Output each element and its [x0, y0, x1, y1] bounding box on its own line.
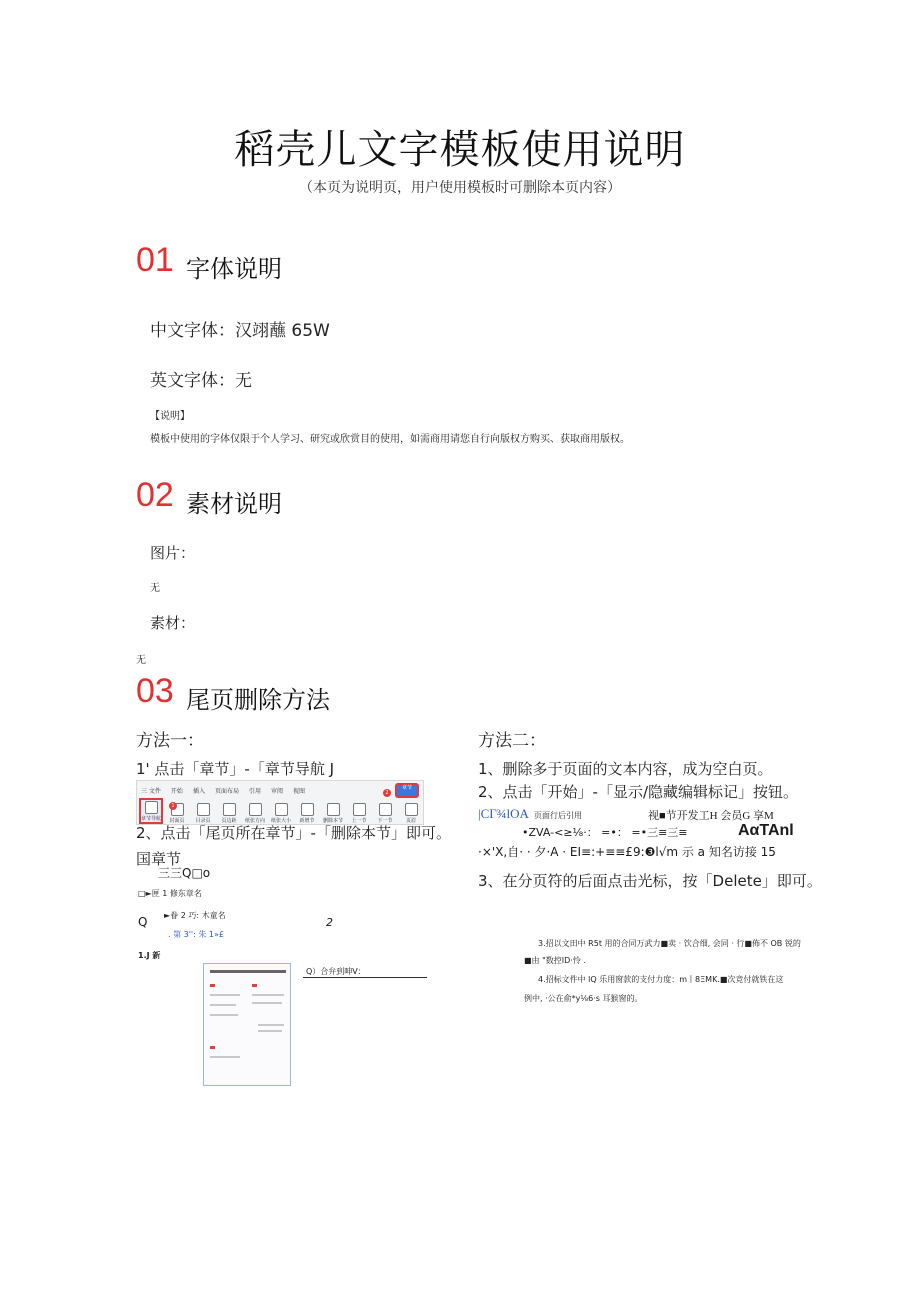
- thumb-line: [210, 994, 240, 996]
- method1-garble5: Q: [138, 915, 148, 929]
- method1-step1: 1' 点击「章节」-「章节导航 J: [136, 760, 335, 778]
- toolbar-button-label: 上一节: [351, 818, 367, 824]
- thumb-accent: [210, 984, 215, 987]
- toolbar-button: [269, 798, 293, 824]
- orientation-icon: [249, 803, 262, 816]
- method1-garble7: 1.J 新: [138, 951, 161, 960]
- thumb-title-line: [210, 970, 286, 973]
- toolbar-button: [295, 798, 319, 824]
- toolbar-button-label: 页边距: [221, 818, 237, 824]
- toolbar-button-label: 下一节: [377, 818, 393, 824]
- wps-toolbar-screenshot: [136, 780, 424, 825]
- toolbar-button: [217, 798, 241, 824]
- thumb-accent: [210, 1046, 215, 1049]
- toolbar-tab: 开始: [170, 787, 183, 795]
- method2-garble5: ·×'X,自· · 夕·A · EI≡:+≡≡£9:❸l√m 示 a 知名访接 15: [478, 845, 776, 859]
- method2-step2: 2、点击「开始」-「显示/隐藏编辑标记」按钮。: [478, 783, 799, 801]
- page-title: 稻壳儿文字模板使用说明: [234, 127, 686, 173]
- toolbar-tab: 三 文件: [141, 787, 161, 795]
- method2-garble1b: 页面行后引用: [534, 811, 582, 820]
- section-title-materials: 素材说明: [186, 490, 282, 518]
- assets-value: 无: [136, 655, 146, 666]
- pictures-label: 图片：: [150, 544, 196, 562]
- new-section-icon: [301, 803, 314, 816]
- thumb-line: [210, 1056, 240, 1058]
- toolbar-tab: 引用: [248, 787, 261, 795]
- method2-step1: 1、删除多于页面的文本内容，成为空白页。: [478, 760, 773, 778]
- thumb-line: [252, 994, 284, 996]
- section-title-delete-last-page: 尾页删除方法: [186, 686, 330, 714]
- toolbar-button: [165, 798, 189, 824]
- toolbar-button-label: 新增节: [299, 818, 315, 824]
- method1-heading: 方法一：: [136, 731, 204, 751]
- toolbar-button: [347, 798, 371, 824]
- thumb-line: [210, 1004, 236, 1006]
- chinese-font-line: 中文字体：汉翊蘸 65W: [150, 321, 330, 341]
- toolbar-button-label: 纸张大小: [270, 818, 291, 824]
- section-number-01: 01: [136, 241, 174, 279]
- toolbar-button-label: 删除本节: [322, 818, 343, 824]
- toolbar-tab: 审阅: [270, 787, 283, 795]
- method1-garble4: . 第 3'': 朱 1»£: [168, 930, 224, 939]
- toolbar-button-label: 封面页: [169, 818, 185, 824]
- toolbar-button-label: 纸张方向: [244, 818, 265, 824]
- toolbar-button: [191, 798, 215, 824]
- toolbar-button: [321, 798, 345, 824]
- method2-garble2: 视■节开发工H 会员G 享M: [648, 810, 774, 822]
- method2-para1a: 3.招以文田中 R5t 用的合同万武力■卖 · 饮合细, 会同 · 行■佈不 OB 锐的: [538, 939, 801, 948]
- method2-garble4: AαTAnl: [738, 822, 794, 839]
- method1-garble2: □►匣 1 修东章名: [138, 889, 202, 898]
- paper-size-icon: [275, 803, 288, 816]
- toolbar-button-label: 目录页: [195, 818, 211, 824]
- section-number-03: 03: [136, 672, 174, 710]
- toolbar-button: [243, 798, 267, 824]
- toolbar-button-label: 章节导航: [141, 816, 162, 822]
- method1-garble6: 2: [326, 916, 333, 929]
- prev-section-icon: [353, 803, 366, 816]
- thumb-line: [210, 1014, 238, 1016]
- english-font-line: 英文字体：无: [150, 371, 252, 391]
- note-text: 模板中使用的字体仅限于个人学习、研究或欣赏目的使用，如需商用请您自行向版权方购买、获取商用版权。: [150, 434, 630, 445]
- margin-icon: [223, 803, 236, 816]
- method1-garble1: 三三Q□o: [158, 866, 211, 880]
- method2-step3: 3、在分页符的后面点击光标，按「Delete」即可。: [478, 872, 822, 890]
- thumb-line: [252, 1002, 282, 1004]
- section-number-02: 02: [136, 476, 174, 514]
- method1-step2b: 国章节: [136, 850, 182, 868]
- toc-icon: [197, 803, 210, 816]
- underline-divider: [303, 977, 427, 978]
- thumb-line: [258, 1024, 284, 1026]
- delete-section-icon: [327, 803, 340, 816]
- document-thumbnail: [203, 963, 291, 1086]
- method2-para2a: 4.招标文件中 lQ 乐用窗款的支付力度：m丨8ΞMK.■次竞付就铁在这: [538, 975, 784, 984]
- chapter-nav-button: [139, 798, 163, 824]
- page-subtitle: （本页为说明页，用户使用模板时可删除本页内容）: [299, 180, 621, 196]
- toolbar-button: [399, 798, 423, 824]
- note-label: 【说明】: [150, 411, 190, 422]
- thumb-accent: [252, 984, 257, 987]
- method2-para2b: 例中, ·公在俞*y⅛6·s 耳猴窗的。: [524, 994, 643, 1003]
- method1-step2: 2、点击「尾页所在章节」-「删除本节」即可。: [136, 824, 451, 842]
- method2-garble1: |CΓ¾lOA: [478, 806, 529, 821]
- section-title-fonts: 字体说明: [186, 255, 282, 283]
- pictures-value: 无: [150, 583, 160, 594]
- chapter-tab-highlight: 章节: [395, 783, 419, 798]
- assets-label: 素材：: [150, 614, 196, 632]
- toolbar-tab: 视图: [293, 787, 306, 795]
- toolbar-tab: 插入: [192, 787, 205, 795]
- toolbar-tab: 页面布局: [214, 787, 239, 795]
- method2-para1b: ■由 "数控ID·怜 .: [524, 956, 586, 965]
- toolbar-tabs: [141, 783, 305, 797]
- thumb-line: [258, 1030, 282, 1032]
- method1-garble8: Q）合弁到呻V：: [306, 967, 366, 976]
- chapter-nav-icon: [145, 801, 158, 814]
- next-section-icon: [379, 803, 392, 816]
- toolbar-buttons: [139, 798, 423, 824]
- toolbar-button: [373, 798, 397, 824]
- toolbar-button-label: 页眉: [405, 818, 416, 824]
- step-badge-1: 1: [169, 802, 177, 810]
- step-badge-2: 2: [383, 789, 391, 797]
- header-icon: [405, 803, 418, 816]
- method2-garble3: •ZVA-<≥⅛·： =•： =•三≡三≡: [522, 826, 688, 839]
- method1-garble3: ►眷 2 巧: 木童名: [164, 911, 226, 920]
- method2-heading: 方法二：: [478, 731, 546, 751]
